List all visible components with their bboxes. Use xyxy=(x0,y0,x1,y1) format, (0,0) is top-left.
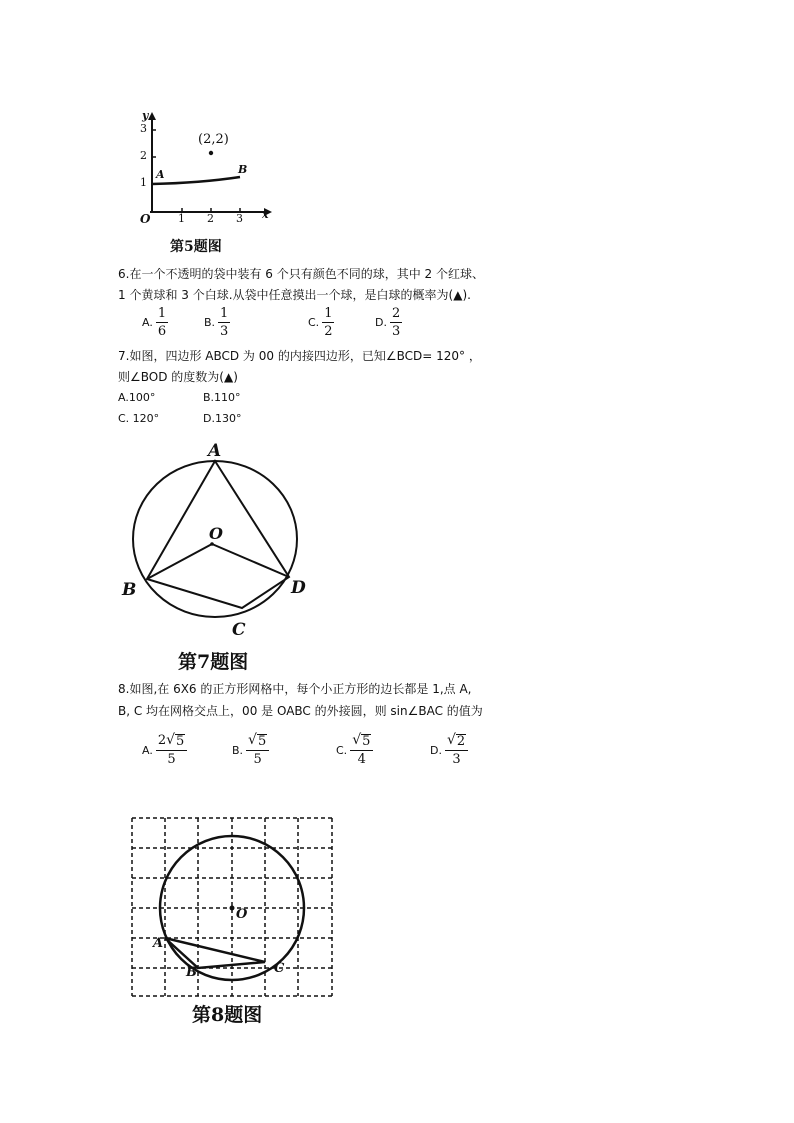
point-a-label: A xyxy=(156,168,165,181)
q7-option-d: D.130° xyxy=(203,412,242,425)
x-tick-3: 3 xyxy=(236,212,243,225)
question-6-line-1: 6.在一个不透明的袋中装有 6 个只有颜色不同的球，其中 2 个红球、 xyxy=(118,267,484,281)
point-b-label: B xyxy=(238,163,248,176)
y-tick-2: 2 xyxy=(140,149,147,162)
point-label: (2,2) xyxy=(198,132,229,147)
x-tick-2: 2 xyxy=(207,212,214,225)
q8-option-a: A. 2 √ 5 5 xyxy=(142,733,187,767)
origin-label: O xyxy=(140,212,151,226)
q6-option-a: A. $\frac{1}{6}$ xyxy=(142,306,167,339)
question-8-line-2: B, C 均在网格交点上，00 是 OABC 的外接圆，则 sin∠BAC 的值为 xyxy=(118,704,483,718)
q6-option-d: D. $\frac{2}{3}$ xyxy=(375,306,401,339)
q7-option-c: C. 120° xyxy=(118,412,160,425)
label-o: O xyxy=(209,524,223,543)
label-b: B xyxy=(122,580,137,600)
x-tick-1: 1 xyxy=(178,212,185,225)
figure-5-caption: 第5题图 xyxy=(170,239,222,255)
figure-8-diagram xyxy=(126,810,346,1000)
question-7-line-1: 7.如图，四边形 ABCD 为 00 的内接四边形，已知∠BCD= 120° ， xyxy=(118,349,481,363)
point-2-2 xyxy=(209,151,213,155)
q8-option-d: D. √ 2 3 xyxy=(430,733,468,767)
figure-7-diagram xyxy=(120,440,320,675)
figure-7-caption: 第7题图 xyxy=(178,651,249,673)
q7-option-a: A.100° xyxy=(118,391,156,404)
y-tick-3: 3 xyxy=(140,122,147,135)
figure-8-caption: 第8题图 xyxy=(192,1004,263,1026)
figure-5 xyxy=(120,100,290,260)
segment-ab xyxy=(152,177,240,184)
label-a: A xyxy=(153,936,164,951)
q6-option-b: B. $\frac{1}{3}$ xyxy=(204,306,229,339)
question-6-line-2: 1 个黄球和 3 个白球.从袋中任意摸出一个球，是白球的概率为(▲). xyxy=(118,288,471,302)
figure-7 xyxy=(120,440,320,675)
label-c: C xyxy=(232,620,246,640)
q8-option-b: B. √ 5 5 xyxy=(232,733,269,767)
x-axis-label: x xyxy=(262,208,269,221)
q7-option-b: B.110° xyxy=(203,391,241,404)
figure-8 xyxy=(126,810,346,1030)
label-c: C xyxy=(274,961,285,976)
label-a: A xyxy=(208,441,222,461)
label-o: O xyxy=(236,907,248,922)
triangle-abc xyxy=(165,938,265,968)
y-tick-1: 1 xyxy=(140,176,147,189)
q8-option-c: C. √ 5 4 xyxy=(336,733,373,767)
question-8-line-1: 8.如图,在 6X6 的正方形网格中，每个小正方形的边长都是 1,点 A, xyxy=(118,682,472,696)
q6-option-c: C. $\frac{1}{2}$ xyxy=(308,306,333,339)
question-7-line-2: 则∠BOD 的度数为(▲) xyxy=(118,370,238,384)
y-axis-arrow-icon xyxy=(148,112,156,120)
label-b: B xyxy=(186,965,197,980)
y-axis-label: y xyxy=(142,109,149,122)
label-d: D xyxy=(291,578,306,598)
